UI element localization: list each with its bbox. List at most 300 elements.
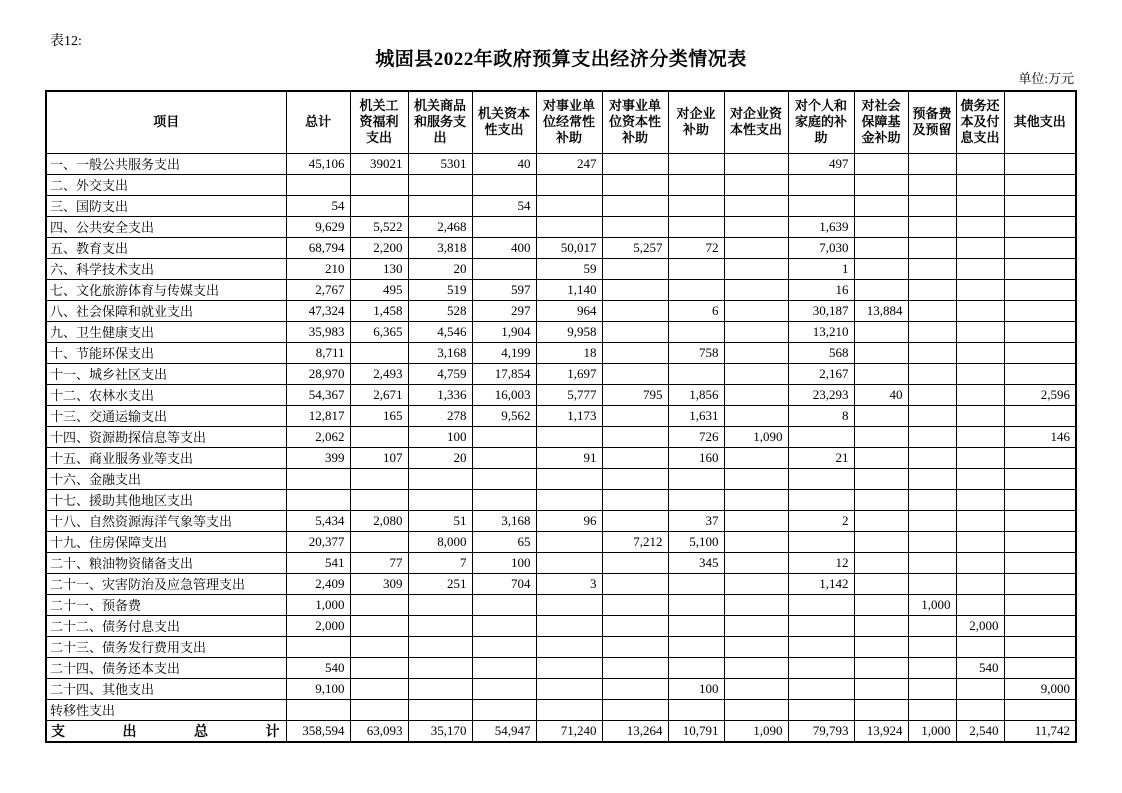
value-cell: 704 xyxy=(472,573,536,594)
value-cell: 297 xyxy=(472,300,536,321)
value-cell xyxy=(724,657,788,678)
value-cell xyxy=(956,342,1004,363)
value-cell xyxy=(472,678,536,699)
total-value-cell: 63,093 xyxy=(350,720,408,742)
table-row xyxy=(46,531,1076,552)
value-cell: 7,212 xyxy=(602,531,668,552)
value-cell xyxy=(908,678,956,699)
value-cell: 540 xyxy=(956,657,1004,678)
value-cell: 107 xyxy=(350,447,408,468)
value-cell xyxy=(408,678,472,699)
value-cell xyxy=(724,636,788,657)
value-cell: 28,970 xyxy=(286,363,350,384)
value-cell xyxy=(408,195,472,216)
value-cell xyxy=(668,258,724,279)
value-cell xyxy=(854,678,908,699)
value-cell xyxy=(536,657,602,678)
value-cell xyxy=(724,195,788,216)
value-cell xyxy=(602,594,668,615)
value-cell xyxy=(472,636,536,657)
value-cell xyxy=(536,594,602,615)
value-cell: 795 xyxy=(602,384,668,405)
value-cell xyxy=(724,405,788,426)
value-cell xyxy=(854,258,908,279)
table-row xyxy=(46,216,1076,237)
value-cell xyxy=(908,195,956,216)
value-cell xyxy=(1004,573,1076,594)
value-cell xyxy=(956,594,1004,615)
row-label: 十五、商业服务业等支出 xyxy=(46,447,286,468)
value-cell xyxy=(908,279,956,300)
value-cell xyxy=(536,489,602,510)
value-cell xyxy=(854,342,908,363)
value-cell xyxy=(724,531,788,552)
value-cell xyxy=(1004,405,1076,426)
value-cell xyxy=(1004,216,1076,237)
row-label: 六、科学技术支出 xyxy=(46,258,286,279)
total-value-cell: 35,170 xyxy=(408,720,472,742)
value-cell xyxy=(602,657,668,678)
value-cell xyxy=(1004,279,1076,300)
total-label-char: 计 xyxy=(265,724,280,740)
value-cell xyxy=(668,594,724,615)
column-header: 预备费及预留 xyxy=(908,91,956,153)
value-cell xyxy=(854,174,908,195)
value-cell xyxy=(956,573,1004,594)
value-cell xyxy=(854,636,908,657)
value-cell xyxy=(602,321,668,342)
value-cell: 251 xyxy=(408,573,472,594)
value-cell xyxy=(908,636,956,657)
value-cell xyxy=(536,678,602,699)
value-cell xyxy=(472,489,536,510)
column-header: 总计 xyxy=(286,91,350,153)
value-cell xyxy=(1004,510,1076,531)
value-cell: 9,958 xyxy=(536,321,602,342)
value-cell xyxy=(908,363,956,384)
value-cell xyxy=(788,636,854,657)
value-cell: 91 xyxy=(536,447,602,468)
total-row xyxy=(46,720,1076,742)
value-cell: 2,000 xyxy=(286,615,350,636)
table-row xyxy=(46,468,1076,489)
table-row xyxy=(46,447,1076,468)
value-cell xyxy=(536,615,602,636)
value-cell: 35,983 xyxy=(286,321,350,342)
table-row xyxy=(46,489,1076,510)
value-cell xyxy=(908,321,956,342)
value-cell xyxy=(724,594,788,615)
value-cell xyxy=(408,657,472,678)
value-cell: 1,173 xyxy=(536,405,602,426)
value-cell xyxy=(602,363,668,384)
value-cell: 2,000 xyxy=(956,615,1004,636)
value-cell: 1,904 xyxy=(472,321,536,342)
value-cell xyxy=(788,615,854,636)
value-cell: 50,017 xyxy=(536,237,602,258)
value-cell: 23,293 xyxy=(788,384,854,405)
table-row xyxy=(46,195,1076,216)
value-cell xyxy=(668,363,724,384)
total-label-char: 支 xyxy=(51,724,65,740)
total-value-cell: 1,090 xyxy=(724,720,788,742)
value-cell: 130 xyxy=(350,258,408,279)
unit-label: 单位:万元 xyxy=(1018,71,1074,86)
value-cell xyxy=(854,426,908,447)
value-cell xyxy=(668,216,724,237)
value-cell: 1,639 xyxy=(788,216,854,237)
value-cell xyxy=(724,552,788,573)
value-cell xyxy=(668,657,724,678)
row-label: 二十一、预备费 xyxy=(46,594,286,615)
value-cell: 20,377 xyxy=(286,531,350,552)
column-header: 机关工资福利支出 xyxy=(350,91,408,153)
value-cell: 100 xyxy=(408,426,472,447)
value-cell xyxy=(956,321,1004,342)
value-cell xyxy=(668,174,724,195)
table-row xyxy=(46,279,1076,300)
value-cell: 278 xyxy=(408,405,472,426)
value-cell xyxy=(668,489,724,510)
value-cell xyxy=(1004,615,1076,636)
value-cell: 8,711 xyxy=(286,342,350,363)
value-cell xyxy=(1004,321,1076,342)
value-cell: 1,000 xyxy=(286,594,350,615)
column-header: 债务还本及付息支出 xyxy=(956,91,1004,153)
total-row-label-inner xyxy=(47,721,286,741)
value-cell: 18 xyxy=(536,342,602,363)
value-cell xyxy=(1004,363,1076,384)
value-cell: 40 xyxy=(854,384,908,405)
value-cell xyxy=(724,258,788,279)
value-cell xyxy=(1004,447,1076,468)
table-row xyxy=(46,699,1076,720)
value-cell: 12,817 xyxy=(286,405,350,426)
value-cell xyxy=(854,510,908,531)
value-cell xyxy=(788,174,854,195)
value-cell: 1,140 xyxy=(536,279,602,300)
value-cell: 8,000 xyxy=(408,531,472,552)
total-value-cell: 11,742 xyxy=(1004,720,1076,742)
value-cell: 3,168 xyxy=(472,510,536,531)
value-cell: 8 xyxy=(788,405,854,426)
value-cell: 20 xyxy=(408,258,472,279)
value-cell xyxy=(286,699,350,720)
table-row xyxy=(46,237,1076,258)
value-cell: 30,187 xyxy=(788,300,854,321)
value-cell: 2 xyxy=(788,510,854,531)
value-cell xyxy=(956,636,1004,657)
value-cell xyxy=(1004,699,1076,720)
value-cell xyxy=(956,447,1004,468)
value-cell: 4,199 xyxy=(472,342,536,363)
row-label: 十三、交通运输支出 xyxy=(46,405,286,426)
value-cell xyxy=(908,615,956,636)
value-cell: 1,000 xyxy=(908,594,956,615)
row-label: 二十二、债务付息支出 xyxy=(46,615,286,636)
column-header: 对事业单位资本性补助 xyxy=(602,91,668,153)
value-cell xyxy=(602,216,668,237)
value-cell: 54 xyxy=(472,195,536,216)
value-cell xyxy=(350,342,408,363)
value-cell xyxy=(724,468,788,489)
value-cell xyxy=(908,657,956,678)
value-cell: 13,884 xyxy=(854,300,908,321)
table-row xyxy=(46,426,1076,447)
value-cell: 519 xyxy=(408,279,472,300)
value-cell xyxy=(724,153,788,174)
row-label: 二十、粮油物资储备支出 xyxy=(46,552,286,573)
value-cell xyxy=(956,678,1004,699)
value-cell: 6,365 xyxy=(350,321,408,342)
row-label: 二十三、债务发行费用支出 xyxy=(46,636,286,657)
value-cell xyxy=(668,321,724,342)
value-cell xyxy=(668,279,724,300)
value-cell xyxy=(908,153,956,174)
value-cell xyxy=(286,636,350,657)
value-cell xyxy=(602,153,668,174)
value-cell: 45,106 xyxy=(286,153,350,174)
total-value-cell: 2,540 xyxy=(956,720,1004,742)
value-cell xyxy=(602,489,668,510)
table-row xyxy=(46,384,1076,405)
value-cell xyxy=(956,552,1004,573)
value-cell: 247 xyxy=(536,153,602,174)
value-cell xyxy=(788,489,854,510)
value-cell xyxy=(854,237,908,258)
value-cell xyxy=(908,447,956,468)
row-label: 十六、金融支出 xyxy=(46,468,286,489)
row-label: 三、国防支出 xyxy=(46,195,286,216)
value-cell xyxy=(602,510,668,531)
value-cell xyxy=(1004,531,1076,552)
value-cell: 47,324 xyxy=(286,300,350,321)
value-cell xyxy=(602,699,668,720)
value-cell xyxy=(956,195,1004,216)
value-cell xyxy=(472,447,536,468)
row-label: 二十四、债务还本支出 xyxy=(46,657,286,678)
value-cell: 3 xyxy=(536,573,602,594)
value-cell: 16,003 xyxy=(472,384,536,405)
value-cell: 2,200 xyxy=(350,237,408,258)
column-header: 其他支出 xyxy=(1004,91,1076,153)
value-cell xyxy=(350,615,408,636)
value-cell xyxy=(668,615,724,636)
value-cell: 3,168 xyxy=(408,342,472,363)
table-row xyxy=(46,636,1076,657)
value-cell xyxy=(1004,468,1076,489)
value-cell xyxy=(602,468,668,489)
value-cell xyxy=(536,468,602,489)
value-cell xyxy=(1004,237,1076,258)
value-cell: 2,167 xyxy=(788,363,854,384)
value-cell xyxy=(854,321,908,342)
value-cell xyxy=(908,237,956,258)
value-cell: 4,546 xyxy=(408,321,472,342)
value-cell: 54 xyxy=(286,195,350,216)
value-cell: 9,000 xyxy=(1004,678,1076,699)
value-cell xyxy=(956,510,1004,531)
value-cell: 7,030 xyxy=(788,237,854,258)
row-label: 十一、城乡社区支出 xyxy=(46,363,286,384)
value-cell xyxy=(908,573,956,594)
column-header: 对个人和家庭的补助 xyxy=(788,91,854,153)
value-cell: 726 xyxy=(668,426,724,447)
value-cell xyxy=(350,657,408,678)
table-row xyxy=(46,405,1076,426)
value-cell xyxy=(724,489,788,510)
value-cell: 568 xyxy=(788,342,854,363)
value-cell xyxy=(536,699,602,720)
value-cell: 210 xyxy=(286,258,350,279)
value-cell: 12 xyxy=(788,552,854,573)
value-cell xyxy=(788,426,854,447)
value-cell xyxy=(724,300,788,321)
value-cell: 100 xyxy=(668,678,724,699)
budget-table xyxy=(45,90,1077,743)
value-cell xyxy=(602,573,668,594)
value-cell xyxy=(408,636,472,657)
row-label: 二、外交支出 xyxy=(46,174,286,195)
total-value-cell: 13,264 xyxy=(602,720,668,742)
row-label: 五、教育支出 xyxy=(46,237,286,258)
table-row xyxy=(46,510,1076,531)
row-label: 四、公共安全支出 xyxy=(46,216,286,237)
value-cell: 37 xyxy=(668,510,724,531)
value-cell: 54,367 xyxy=(286,384,350,405)
value-cell xyxy=(956,216,1004,237)
table-row xyxy=(46,300,1076,321)
value-cell xyxy=(286,489,350,510)
value-cell xyxy=(668,699,724,720)
value-cell xyxy=(908,531,956,552)
value-cell xyxy=(724,279,788,300)
table-row xyxy=(46,594,1076,615)
value-cell xyxy=(854,594,908,615)
value-cell xyxy=(350,489,408,510)
row-label: 七、文化旅游体育与传媒支出 xyxy=(46,279,286,300)
row-label: 二十一、灾害防治及应急管理支出 xyxy=(46,573,286,594)
value-cell xyxy=(724,615,788,636)
value-cell xyxy=(854,489,908,510)
column-header-item: 项目 xyxy=(46,91,286,153)
table-row xyxy=(46,615,1076,636)
total-row-label xyxy=(46,720,286,742)
table-row xyxy=(46,342,1076,363)
value-cell: 146 xyxy=(1004,426,1076,447)
value-cell: 5,257 xyxy=(602,237,668,258)
value-cell xyxy=(1004,153,1076,174)
value-cell xyxy=(472,657,536,678)
value-cell xyxy=(602,426,668,447)
value-cell: 5,522 xyxy=(350,216,408,237)
value-cell xyxy=(908,216,956,237)
value-cell: 2,767 xyxy=(286,279,350,300)
value-cell xyxy=(724,321,788,342)
value-cell xyxy=(854,447,908,468)
value-cell xyxy=(854,153,908,174)
value-cell xyxy=(408,699,472,720)
value-cell: 495 xyxy=(350,279,408,300)
value-cell xyxy=(408,615,472,636)
value-cell: 20 xyxy=(408,447,472,468)
value-cell xyxy=(286,468,350,489)
value-cell: 77 xyxy=(350,552,408,573)
value-cell: 59 xyxy=(536,258,602,279)
value-cell: 1,090 xyxy=(724,426,788,447)
value-cell xyxy=(350,195,408,216)
value-cell xyxy=(1004,636,1076,657)
value-cell: 540 xyxy=(286,657,350,678)
row-label: 一、一般公共服务支出 xyxy=(46,153,286,174)
total-value-cell: 13,924 xyxy=(854,720,908,742)
row-label: 转移性支出 xyxy=(46,699,286,720)
value-cell: 1,458 xyxy=(350,300,408,321)
value-cell xyxy=(956,468,1004,489)
value-cell xyxy=(724,678,788,699)
value-cell xyxy=(908,552,956,573)
value-cell: 1,631 xyxy=(668,405,724,426)
value-cell: 2,671 xyxy=(350,384,408,405)
value-cell xyxy=(788,531,854,552)
value-cell xyxy=(724,447,788,468)
value-cell: 2,468 xyxy=(408,216,472,237)
value-cell xyxy=(350,594,408,615)
value-cell xyxy=(854,699,908,720)
value-cell xyxy=(602,195,668,216)
value-cell xyxy=(956,489,1004,510)
column-header: 对企业补助 xyxy=(668,91,724,153)
table-row xyxy=(46,573,1076,594)
value-cell xyxy=(602,258,668,279)
value-cell xyxy=(472,615,536,636)
row-label: 十七、援助其他地区支出 xyxy=(46,489,286,510)
value-cell: 399 xyxy=(286,447,350,468)
total-value-cell: 71,240 xyxy=(536,720,602,742)
row-label: 十九、住房保障支出 xyxy=(46,531,286,552)
value-cell xyxy=(408,468,472,489)
value-cell: 72 xyxy=(668,237,724,258)
value-cell xyxy=(1004,258,1076,279)
value-cell xyxy=(668,153,724,174)
value-cell: 21 xyxy=(788,447,854,468)
value-cell xyxy=(472,699,536,720)
value-cell xyxy=(724,237,788,258)
value-cell xyxy=(788,699,854,720)
value-cell xyxy=(788,594,854,615)
value-cell xyxy=(788,468,854,489)
value-cell xyxy=(668,468,724,489)
value-cell: 497 xyxy=(788,153,854,174)
table-row xyxy=(46,657,1076,678)
value-cell xyxy=(536,531,602,552)
value-cell xyxy=(956,405,1004,426)
value-cell: 9,629 xyxy=(286,216,350,237)
row-label: 九、卫生健康支出 xyxy=(46,321,286,342)
value-cell: 96 xyxy=(536,510,602,531)
value-cell xyxy=(908,489,956,510)
value-cell xyxy=(602,552,668,573)
value-cell xyxy=(908,405,956,426)
column-header: 机关资本性支出 xyxy=(472,91,536,153)
value-cell xyxy=(668,195,724,216)
page-title: 城固县2022年政府预算支出经济分类情况表 xyxy=(375,49,747,70)
value-cell xyxy=(854,552,908,573)
value-cell xyxy=(602,279,668,300)
value-cell xyxy=(908,384,956,405)
value-cell xyxy=(788,678,854,699)
value-cell xyxy=(724,510,788,531)
